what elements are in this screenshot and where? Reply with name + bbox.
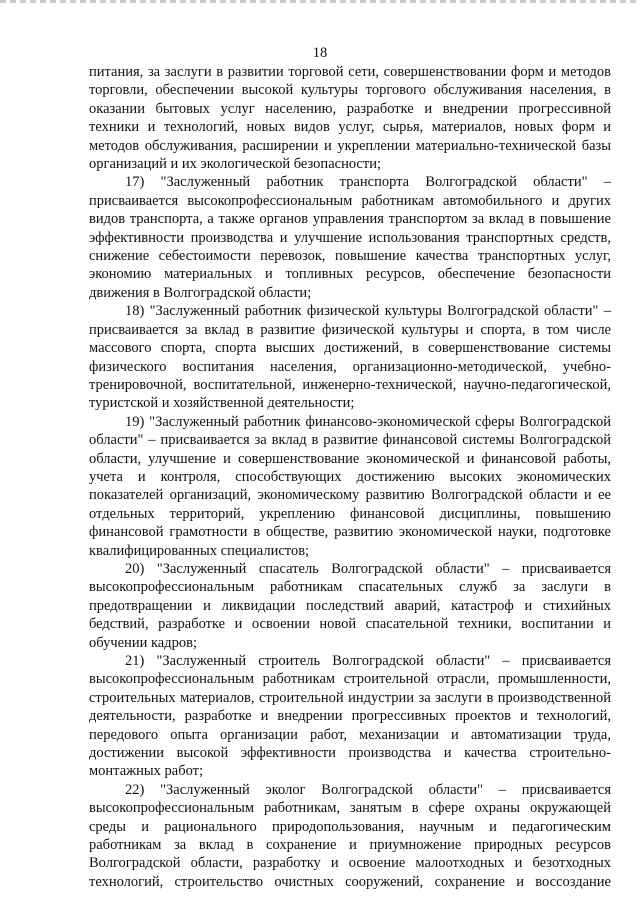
paragraph-item-17: 17) "Заслуженный работник транспорта Волгоградской области" – присваивается высокопрофессиональным работникам автомобильного и других видов транспорта, а также органов управления транспортом за вклад в повышение эффективности производства и улучшение использования транспортных средств, снижение себестоимости перевозок, повышение качества транспортных услуг, экономию материальных и топливных ресурсов, обеспечение безопасности движения в Волгоградской области; (89, 174, 611, 301)
scan-edge-line (0, 0, 640, 3)
paragraph-item-21: 21) "Заслуженный строитель Волгоградской области" – присваивается высокопрофессиональным работникам строительной отрасли, промышленности, строительных материалов, строительной индустрии за заслуги в производственной деятельности, разработке и внедрении прогрессивных проектов и технологий, передового опыта организации работ, механизации и автоматизации труда, достижении высокой эффективности производства и качества строительно-монтажных работ; (89, 653, 611, 780)
paragraph-continuation: питания, за заслуги в развитии торговой сети, совершенствовании форм и методов торговли, обеспечении высокой культуры торгового обслуживания населения, в оказании бытовых услуг населению, разработке и внедрении прогрессивной техники и технологий, новых видов услуг, сырья, материалов, новых форм и методов обслуживания, расширении и укреплении материально-технической базы организаций и их экологической безопасности; (89, 64, 611, 173)
paragraph-item-18: 18) "Заслуженный работник физической культуры Волгоградской области" – присваивается за вклад в развитие физической культуры и спорта, в том числе массового спорта, спорта высших достижений, в совершенствование системы физического воспитания населения, организационно-методической, учебно-тренировочной, воспитательной, инженерно-технической, научно-педагогической, туристской и хозяйственной деятельности; (89, 303, 611, 412)
paragraph-item-20: 20) "Заслуженный спасатель Волгоградской области" – присваивается высокопрофессиональным работникам спасательных служб за заслуги в предотвращении и ликвидации последствий аварий, катастроф и стихийных бедствий, разработке и освоении новой спасательной техники, воспитании и обучении кадров; (89, 560, 611, 651)
paragraph-item-22: 22) "Заслуженный эколог Волгоградской области" – присваивается высокопрофессиональным работникам, занятым в сфере охраны окружающей среды и рационального природопользования, научным и педагогическим работникам за вклад в сохранение и приумножение природных ресурсов Волгоградской области, разработку и освоение малоотходных и безотходных технологий, строительство очистных сооружений, сохранение и воссоздание (89, 781, 611, 890)
paragraph-item-19: 19) "Заслуженный работник финансово-экономической сферы Волгоградской области" – присваивается за вклад в развитие финансовой системы Волгоградской области, улучшение и совершенствование экономической и финансовой работы, учета и контроля, способствующих достижению высоких экономических показателей организаций, экономическому развитию Волгоградской области и ее отдельных территорий, укреплению финансовой дисциплины, повышению финансовой грамотности в обществе, развитию экономической науки, подготовке квалифицированных специалистов; (89, 413, 611, 559)
page-number: 18 (312, 45, 328, 61)
document-body (89, 63, 611, 891)
